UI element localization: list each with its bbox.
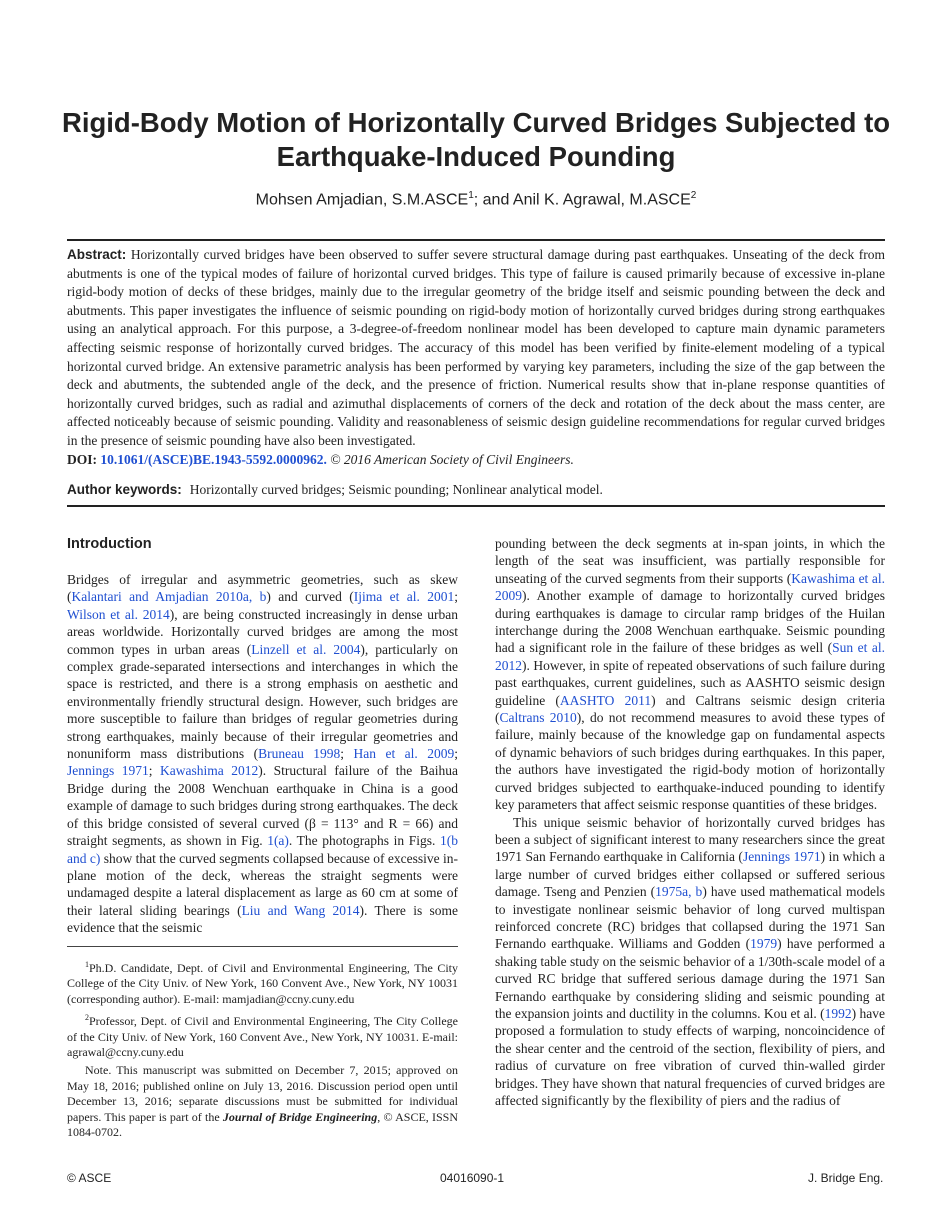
- text-run: ) have performed a shaking table study on the seismic behavior of a 1/30th-scale model of a curved RC bridge that suffered serious damage during the 1971 San Fernando earthquake by considering sliding and seismic pounding at the expansion joints and ductility in the columns. Kou et al. (: [495, 936, 886, 1021]
- text-run: ;: [454, 746, 458, 762]
- footnote-mark: 1: [85, 960, 89, 969]
- text-run: . The photographs in Figs.: [288, 833, 440, 849]
- text-run: ;: [148, 763, 160, 779]
- footnotes: [67, 957, 458, 1143]
- journal-name: Journal of Bridge Engineering: [222, 1109, 378, 1124]
- paper-title: Rigid-Body Motion of Horizontally Curved Bridges Subjected to Earthquake-Induced Pounding: [61, 107, 891, 172]
- manuscript-note: [67, 1063, 458, 1140]
- text-run: ), are being constructed increasingly in dense urban areas worldwide. Horizontally curved bridges are among the most common types in urban areas (: [67, 606, 458, 657]
- right-paragraph-1: [495, 535, 885, 814]
- text-run: ) have used mathematical models to investigate nonlinear seismic behavior of long curved multispan reinforced concrete (RC) bridges that collapsed during the 1971 San Fernando earthquake. Williams and Godden (: [495, 884, 885, 952]
- text-run: ). Another example of damage to horizontally curved bridges during earthquakes is damage to circular ramp bridges of the Huilan interchange during the 2008 Wenchuan earthquake. Seismic pounding had a significant role in the failure of these bridges as well (: [495, 588, 885, 656]
- abstract-label: Abstract:: [67, 247, 127, 262]
- text-run: ) have proposed a formulation to study effects of warping, noncoincidence of the shear center and the centroid of the section, flexibility of piers, and radius of curvature on free vibration of curved thin-walled girder bridges. They have shown that natural frequencies of curved bridges are affected significantly by the flexibility of piers and the radius of: [495, 1005, 886, 1108]
- text-run: show that the curved segments collapsed because of excessive in-plane motion of the deck, whereas the straight segments were undamaged despite a lateral displacement as large as 60 cm at some of their lateral sliding bearings (: [67, 850, 458, 918]
- text-run: ;: [340, 746, 354, 762]
- citation-link[interactable]: 1979: [750, 936, 778, 952]
- text-run: Bridges of irregular and asymmetric geometries, such as skew (: [67, 572, 458, 605]
- right-column: [495, 535, 885, 1109]
- doi-link[interactable]: 10.1061/(ASCE)BE.1943-5592.0000962.: [100, 451, 327, 467]
- citation-link[interactable]: 1992: [824, 1005, 852, 1021]
- author-separator: ; and Anil K. Agrawal, M.ASCE: [473, 191, 691, 209]
- doi-label: DOI:: [67, 451, 97, 467]
- citation-link[interactable]: Jennings 1971: [742, 849, 821, 865]
- keywords-text: Horizontally curved bridges; Seismic pounding; Nonlinear analytical model.: [189, 482, 603, 497]
- keywords-label: Author keywords:: [67, 482, 182, 497]
- footer-publisher: © ASCE: [67, 1171, 112, 1185]
- author-keywords: [67, 482, 885, 498]
- footnote-rule: [67, 946, 458, 947]
- abstract-text: Horizontally curved bridges have been observed to suffer severe structural damage during past earthquakes. Unseating of the deck from abutments is one of the typical modes of failure of horizontal curved bridges. This type of failure is caused primarily because of excessive in-plane rigid-body motion of decks of these bridges, mainly due to the irregular geometry of the bridge itself and seismic pounding between the deck and abutments. This paper investigates the influence of seismic pounding on rigid-body motion of horizontally curved bridges during strong earthquakes using an analytical approach. For this purpose, a 3-degree-of-freedom nonlinear model has been developed to capture main dynamic parameters affecting seismic response of horizontally curved bridges. The accuracy of this model has been verified by finite-element modeling of a typical horizontal curved bridge. An extensive parametric analysis has been performed by varying key parameters, including the size of the gap between the deck and abutments, the subtended angle of the deck, and the presence of friction. Numerical results show that in-plane response quantities of horizontally curved bridges, such as radial and azimuthal displacements of corners of the deck and rotation of the deck about the mass center, are affected noticeably because of seismic pounding. Validity and reasonableness of seismic design guideline recommendations for regular curved bridges in the presence of seismic pounding have also been investigated.: [67, 247, 886, 448]
- note-text: , © ASCE, ISSN 1084-0702.: [67, 1109, 459, 1140]
- citation-link[interactable]: Han et al. 2009: [353, 746, 455, 762]
- author-1: Mohsen Amjadian, S.M.ASCE: [255, 191, 469, 209]
- citation-link[interactable]: Wilson et al. 2014: [67, 606, 170, 622]
- left-column: [67, 571, 458, 937]
- text-run: ;: [454, 589, 458, 605]
- citation-link[interactable]: Sun et al. 2012: [495, 640, 886, 673]
- left-paragraph-1: [67, 571, 458, 937]
- citation-link[interactable]: Kalantari and Amjadian 2010a, b: [71, 589, 267, 605]
- footer-journal: J. Bridge Eng.: [808, 1171, 884, 1185]
- citation-link[interactable]: Jennings 1971: [67, 763, 149, 779]
- citation-link[interactable]: AASHTO 2011: [559, 692, 652, 708]
- text-run: ), do not recommend measures to avoid these types of failure, mainly because of the knowledge gap on fundamental aspects of dynamic behaviors of such bridges during earthquakes. In this paper, the authors have investigated the rigid-body motion of horizontally curved bridges subjected to earthquake-induced pounding to identify key parameters that affect seismic response quantities of these bridges.: [495, 710, 885, 813]
- text-run: ). Structural failure of the Baihua Bridge during the 2008 Wenchuan earthquake in China is a good example of damage to such bridges during strong earthquakes. The deck of this bridge consisted of several curved (β = 113° and R = 66) and straight segments, as shown in Fig.: [67, 763, 459, 849]
- author-line: [60, 190, 892, 209]
- footer-article-number: 04016090-1: [440, 1171, 505, 1185]
- citation-link[interactable]: Liu and Wang 2014: [241, 902, 360, 918]
- author-1-footnote-mark: 1: [468, 190, 474, 201]
- copyright-notice: © 2016 American Society of Civil Engineers.: [330, 451, 574, 467]
- text-run: ) and Caltrans seismic design criteria (: [495, 692, 885, 726]
- text-run: ) and curved (: [266, 589, 354, 605]
- figure-link[interactable]: 1(b and c): [67, 833, 458, 866]
- author-2-footnote-mark: 2: [690, 190, 697, 201]
- citation-link[interactable]: Ijima et al. 2001: [353, 589, 455, 605]
- citation-link[interactable]: Linzell et al. 2004: [251, 641, 361, 657]
- figure-link[interactable]: 1(a): [267, 833, 289, 849]
- text-run: pounding between the deck segments at in-span joints, in which the length of the seat was insufficient, was partially responsible for unseating of the curved segments from their supports (: [495, 536, 885, 586]
- citation-link[interactable]: Kawashima et al. 2009: [495, 570, 885, 604]
- note-text: Note. This manuscript was submitted on December 7, 2015; approved on May 18, 2016; published online on July 13, 2016. Discussion period open until December 13, 2016; separate discussions must be submitted for individual papers. This paper is part of the: [67, 1063, 458, 1124]
- text-run: ). However, in spite of repeated observations of such failure during past earthquakes, current guidelines, such as AASHTO seismic design guideline (: [495, 657, 885, 708]
- citation-link[interactable]: Caltrans 2010: [499, 710, 577, 726]
- footnote-mark: 2: [85, 1013, 89, 1023]
- citation-link[interactable]: Bruneau 1998: [258, 746, 341, 762]
- footnote-text: Ph.D. Candidate, Dept. of Civil and Environmental Engineering, The City College of the City Univ. of New York, 160 Convent Ave., New York, NY 10031 (corresponding author). E-mail: mamjadian@ccny.cuny.edu: [67, 961, 458, 1006]
- text-run: ), particularly on complex grade-separated intersections and interchanges in which the space is restricted, and there is a strong emphasis on aesthetic and environmentally friendly structural design. However, such bridges are more susceptible to failure than bridges of regular geometries during strong earthquakes, mainly because of their irregular geometries and nonuniform mass distributions (: [67, 641, 459, 762]
- text-run: ). There is some evidence that the seismic: [67, 902, 458, 936]
- text-run: This unique seismic behavior of horizontally curved bridges has been a subject of significant interest to many researchers since the great 1971 San Fernando earthquake in California (: [495, 814, 885, 865]
- abstract: [67, 246, 885, 469]
- top-rule: [67, 239, 885, 241]
- footnote-1: [67, 957, 458, 1007]
- section-rule: [67, 505, 885, 507]
- footnote-text: Professor, Dept. of Civil and Environmental Engineering, The City College of the City Univ. of New York, 160 Convent Ave., New York, NY 10031. E-mail: agrawal@ccny.cuny.edu: [67, 1014, 458, 1060]
- citation-link[interactable]: Kawashima 2012: [160, 763, 259, 779]
- citation-link[interactable]: 1975a, b: [655, 884, 703, 900]
- text-run: ) in which a large number of curved bridges either collapsed or suffered serious damage. Tseng and Penzien (: [495, 849, 886, 900]
- right-paragraph-2: [495, 814, 885, 1110]
- section-heading: Introduction: [67, 536, 152, 552]
- footnote-2: [67, 1010, 458, 1060]
